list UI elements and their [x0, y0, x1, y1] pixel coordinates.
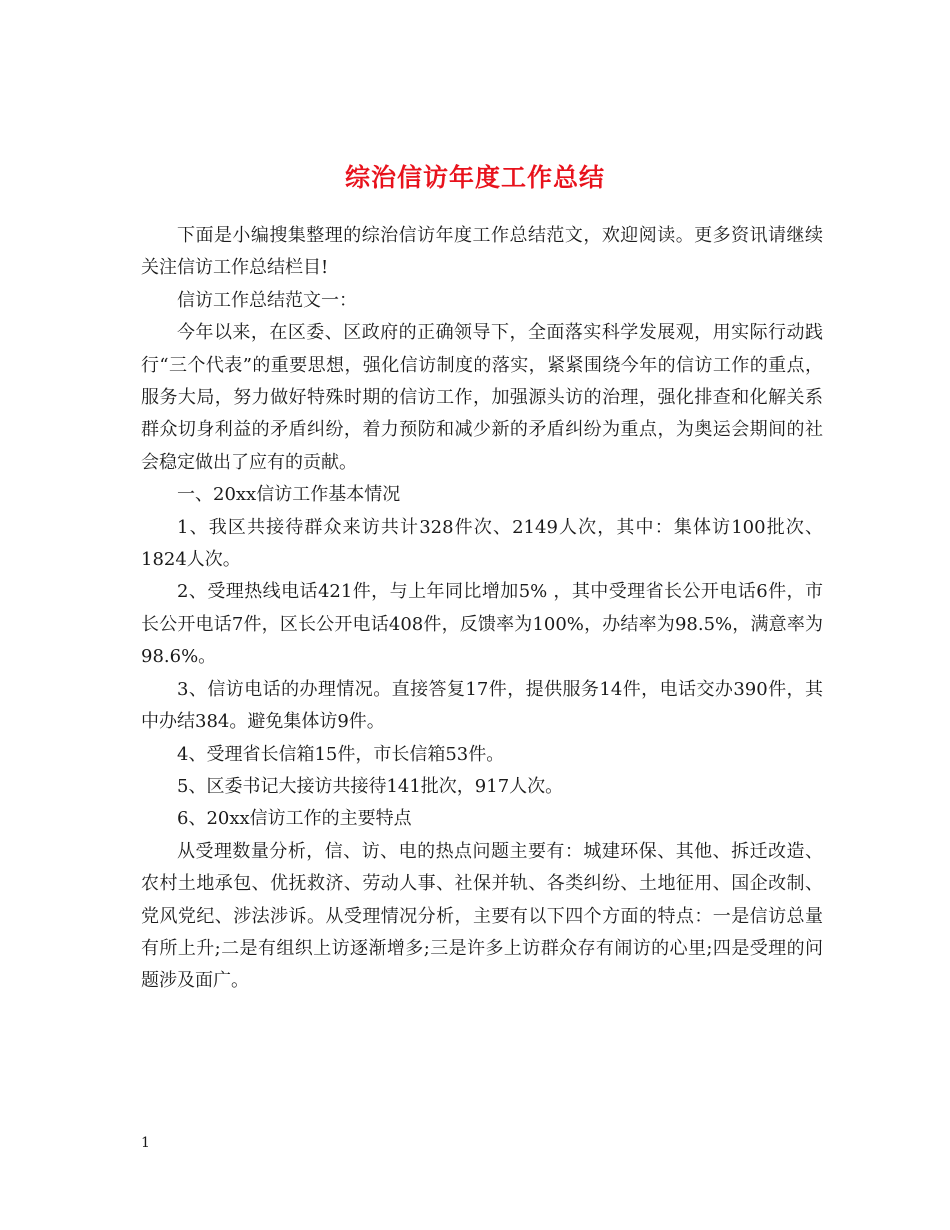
page-number: 1	[141, 1135, 150, 1151]
list-item-hotline: 2、受理热线电话421件，与上年同比增加5% ，其中受理省长公开电话6件，市长公开电话7件，区长公开电话408件，反馈率为100%，办结率为98.5%，满意率为98.6%。	[141, 581, 823, 668]
document-body	[141, 220, 823, 998]
paragraph-intro: 下面是小编搜集整理的综治信访年度工作总结范文，欢迎阅读。更多资讯请继续关注信访工作总结栏目!	[141, 225, 823, 279]
list-item-phone-handling: 3、信访电话的办理情况。直接答复17件，提供服务14件，电话交办390件，其中办结384。避免集体访9件。	[141, 678, 823, 733]
document-title: 综治信访年度工作总结	[344, 162, 605, 192]
section-heading-basic-situation: 一、20xx信访工作基本情况	[177, 484, 401, 506]
paragraph-sample-heading: 信访工作总结范文一：	[177, 289, 357, 311]
list-item-secretary-reception: 5、区委书记大接访共接待141批次，917人次。	[177, 775, 564, 797]
list-item-mailbox: 4、受理省长信箱15件，市长信箱53件。	[177, 743, 505, 765]
paragraph-overview: 今年以来，在区委、区政府的正确领导下，全面落实科学发展观，用实际行动践行“三个代表”的重要思想，强化信访制度的落实，紧紧围绕今年的信访工作的重点，服务大局，努力做好特殊时期的信访工作，加强源头访的治理，强化排查和化解关系群众切身利益的矛盾纠纷，着力预防和减少新的矛盾纠纷为重点，为奥运会期间的社会稳定做出了应有的贡献。	[141, 322, 823, 473]
list-item-visits: 1、我区共接待群众来访共计328件次、2149人次，其中：集体访100批次、1824人次。	[141, 516, 823, 571]
paragraph-analysis: 从受理数量分析，信、访、电的热点问题主要有：城建环保、其他、拆迁改造、农村土地承包、优抚救济、劳动人事、社保并轨、各类纠纷、土地征用、国企改制、党风党纪、涉法涉诉。从受理情况分析，主要有以下四个方面的特点：一是信访总量有所上升;二是有组织上访逐渐增多;三是许多上访群众存有闹访的心里;四是受理的问题涉及面广。	[141, 840, 823, 992]
list-item-main-features: 6、20xx信访工作的主要特点	[177, 808, 412, 830]
